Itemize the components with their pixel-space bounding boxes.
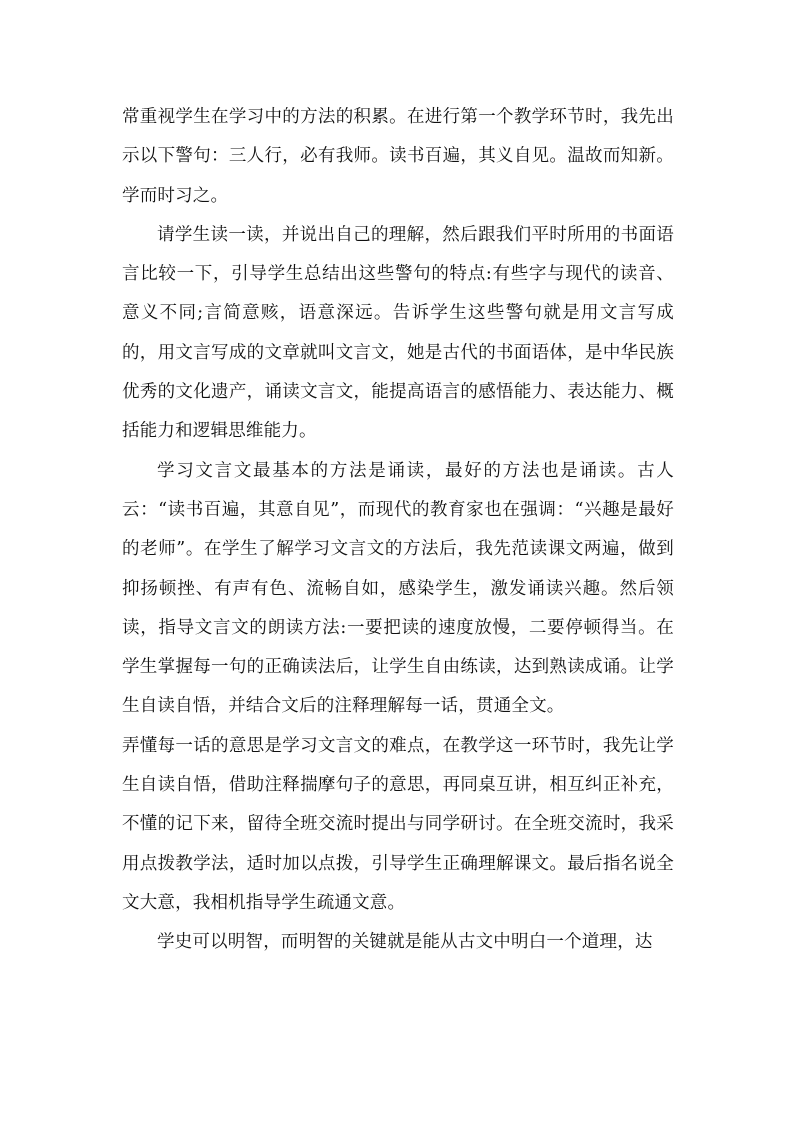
paragraph-learning-history: 学史可以明智，而明智的关键就是能从古文中明白一个道理，达 [157, 932, 653, 953]
document-page [122, 98, 674, 963]
paragraph-method-accumulation: 常重视学生在学习中的方法的积累。在进行第一个教学环节时，我先出示以下警句：三人行，必有我师。读书百遍，其义自见。温故而知新。 学而时习之。 [122, 107, 674, 206]
paragraph-understanding-difficulty: 弄懂每一话的意思是学习文言文的难点，在教学这一环节时，我先让学生自读自悟，借助注释揣摩句子的意思，再同桌互讲，相互纠正补充，不懂的记下来，留待全班交流时提出与同学研讨。在全班交流时，我采用点拨教学法，适时加以点拨，引导学生正确理解课文。最后指名说全文大意，我相机指导学生疏通文意。 [122, 735, 674, 913]
paragraph-recitation-method: 学习文言文最基本的方法是诵读，最好的方法也是诵读。古人云：“读书百遍，其意自见”，而现代的教育家也在强调：“兴趣是最好的老师”。在学生了解学习文言文的方法后，我先范读课文两遍，做到抑扬顿挫、有声有色、流畅自如，感染学生，激发诵读兴趣。然后领读，指导文言文的朗读方法:一要把读的速度放慢，二要停顿得当。在学生掌握每一句的正确读法后，让学生自由练读，达到熟读成诵。让学生自读自悟，并结合文后的注释理解每一话，贯通全文。 [122, 460, 674, 717]
paragraph-proverb-features: 请学生读一读，并说出自己的理解，然后跟我们平时所用的书面语言比较一下，引导学生总结出这些警句的特点:有些字与现代的读音、意义不同;言简意赅，语意深远。告诉学生这些警句就是用文言写成的，用文言写成的文章就叫文言文，她是古代的书面语体，是中华民族优秀的文化遗产，诵读文言文，能提高语言的感悟能力、表达能力、概括能力和逻辑思维能力。 [122, 224, 674, 442]
